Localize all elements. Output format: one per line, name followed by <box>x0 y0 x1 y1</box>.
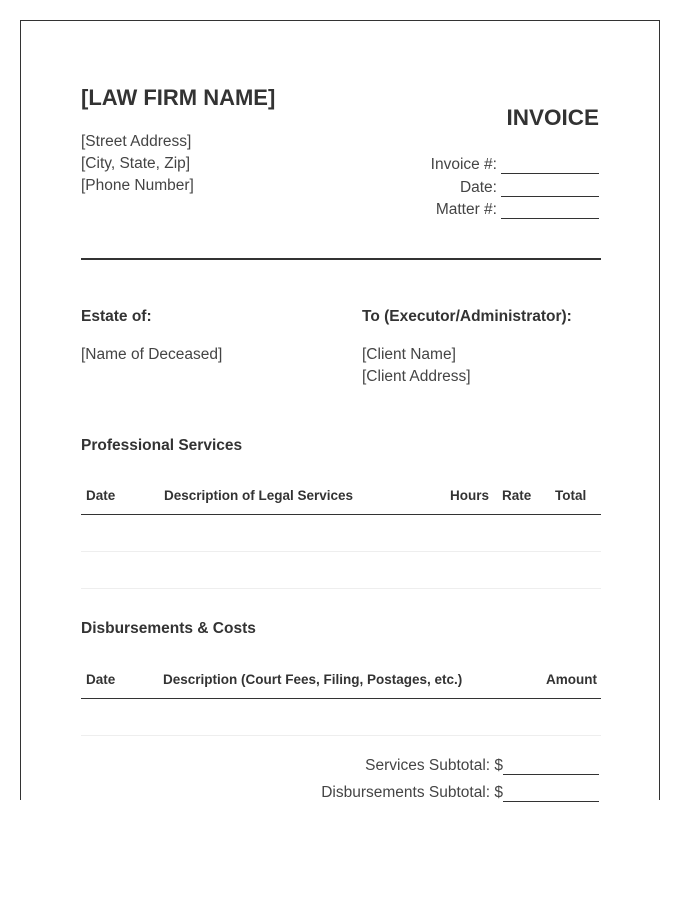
firm-city: [City, State, Zip] <box>81 155 191 172</box>
firm-name: [LAW FIRM NAME] <box>81 85 276 110</box>
invoice-date-field[interactable] <box>501 181 599 197</box>
invoice-title: INVOICE <box>506 105 599 130</box>
recipient-label: To (Executor/Administrator): <box>362 308 572 325</box>
services-subtotal-row <box>365 757 599 775</box>
invoice-number-row <box>431 156 599 174</box>
disbursements-col-description: Description (Court Fees, Filing, Postages, etc.) <box>163 672 463 687</box>
disbursements-row-rule <box>81 735 601 736</box>
disbursements-subtotal-field[interactable] <box>503 786 599 802</box>
disbursements-subtotal-label: Disbursements Subtotal: $ <box>321 784 503 801</box>
matter-number-label: Matter #: <box>435 201 497 218</box>
invoice-page <box>20 20 660 800</box>
services-col-hours: Hours <box>450 488 490 503</box>
invoice-number-label: Invoice #: <box>430 156 497 173</box>
services-header-rule <box>81 514 601 515</box>
firm-street: [Street Address] <box>81 133 192 150</box>
services-row-rule <box>81 588 601 589</box>
client-address: [Client Address] <box>362 368 471 385</box>
matter-number-field[interactable] <box>501 203 599 219</box>
services-table <box>81 488 601 588</box>
services-col-total: Total <box>555 488 587 503</box>
firm-phone: [Phone Number] <box>81 177 194 194</box>
disbursements-table <box>81 672 601 736</box>
disbursements-col-amount: Amount <box>546 672 597 687</box>
header-divider <box>81 258 601 260</box>
invoice-date-label: Date: <box>459 179 497 196</box>
invoice-number-field[interactable] <box>501 158 599 174</box>
services-subtotal-label: Services Subtotal: $ <box>365 757 503 774</box>
deceased-name: [Name of Deceased] <box>81 346 223 363</box>
client-name: [Client Name] <box>362 346 456 363</box>
disbursements-heading: Disbursements & Costs <box>81 620 256 637</box>
services-row-rule <box>81 551 601 552</box>
services-col-description: Description of Legal Services <box>164 488 354 503</box>
services-subtotal-field[interactable] <box>503 759 599 775</box>
invoice-date-row <box>460 179 599 197</box>
estate-label: Estate of: <box>81 308 152 325</box>
matter-number-row <box>436 201 599 219</box>
disbursements-subtotal-row <box>321 784 599 802</box>
disbursements-col-date: Date <box>86 672 116 687</box>
services-heading: Professional Services <box>81 437 243 454</box>
services-col-date: Date <box>86 488 116 503</box>
services-col-rate: Rate <box>502 488 532 503</box>
disbursements-header-rule <box>81 698 601 699</box>
